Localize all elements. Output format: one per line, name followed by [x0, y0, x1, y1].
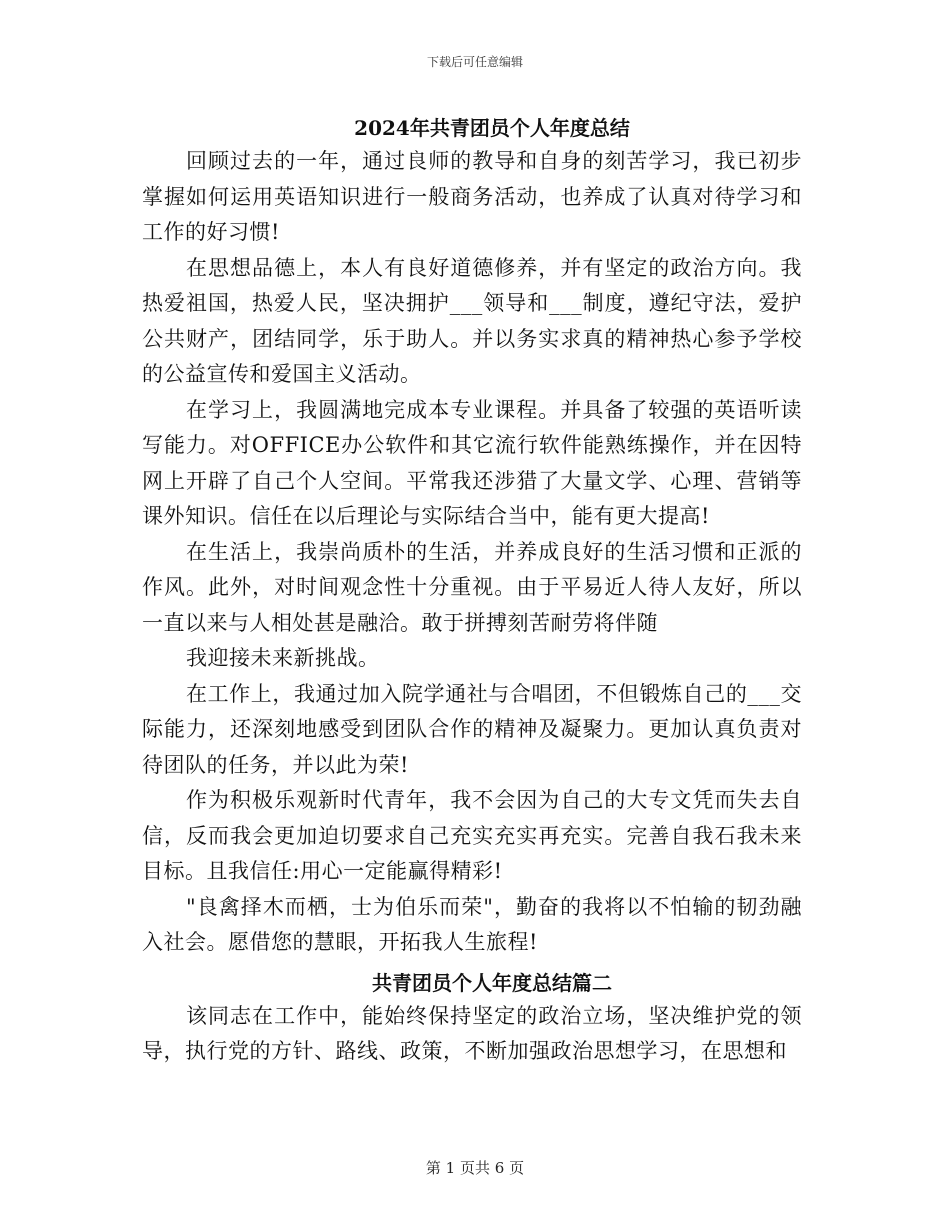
paragraph: 在生活上，我崇尚质朴的生活，并养成良好的生活习惯和正派的作风。此外，对时间观念性十分重视。由于平易近人待人友好，所以一直以来与人相处甚是融洽。敢于拼搏刻苦耐劳将伴随	[142, 539, 802, 635]
paragraph: 我迎接未来新挑战。	[186, 646, 380, 670]
paragraph: 在思想品德上，本人有良好道德修养，并有坚定的政治方向。我热爱祖国，热爱人民，坚决拥护___领导和___制度，遵纪守法，爱护公共财产，团结同学，乐于助人。并以务实求真的精神热心参予学校的公益宣传和爱国主义活动。	[142, 255, 802, 386]
document-body	[142, 112, 802, 1070]
paragraph: 在工作上，我通过加入院学通社与合唱团，不但锻炼自己的___交际能力，还深刻地感受到团队合作的精神及凝聚力。更加认真负责对待团队的任务，并以此为荣!	[142, 681, 802, 777]
document-title: 2024年共青团员个人年度总结	[354, 116, 630, 140]
paragraph: 该同志在工作中，能始终保持坚定的政治立场，坚决维护党的领导，执行党的方针、路线、政策，不断加强政治思想学习，在思想和	[142, 1003, 802, 1063]
header-note: 下载后可任意编辑	[426, 55, 523, 69]
section-title: 共青团员个人年度总结篇二	[372, 970, 612, 995]
paragraph: 在学习上，我圆满地完成本专业课程。并具备了较强的英语听读写能力。对OFFICE办公软件和其它流行软件能熟练操作，并在因特网上开辟了自己个人空间。平常我还涉猎了大量文学、心理、营销等课外知识。信任在以后理论与实际结合当中，能有更大提高!	[142, 397, 802, 528]
paragraph: 回顾过去的一年，通过良师的教导和自身的刻苦学习，我已初步掌握如何运用英语知识进行一般商务活动，也养成了认真对待学习和工作的好习惯!	[142, 149, 802, 244]
paragraph: 作为积极乐观新时代青年，我不会因为自己的大专文凭而失去自信，反而我会更加迫切要求自己充实充实再充实。完善自我石我未来目标。且我信任:用心一定能赢得精彩!	[142, 788, 802, 883]
page-number: 第 1 页共 6 页	[425, 1159, 525, 1177]
paragraph: "良禽择木而栖，士为伯乐而荣"，勤奋的我将以不怕输的韧劲融入社会。愿借您的慧眼，开拓我人生旅程!	[142, 894, 802, 954]
